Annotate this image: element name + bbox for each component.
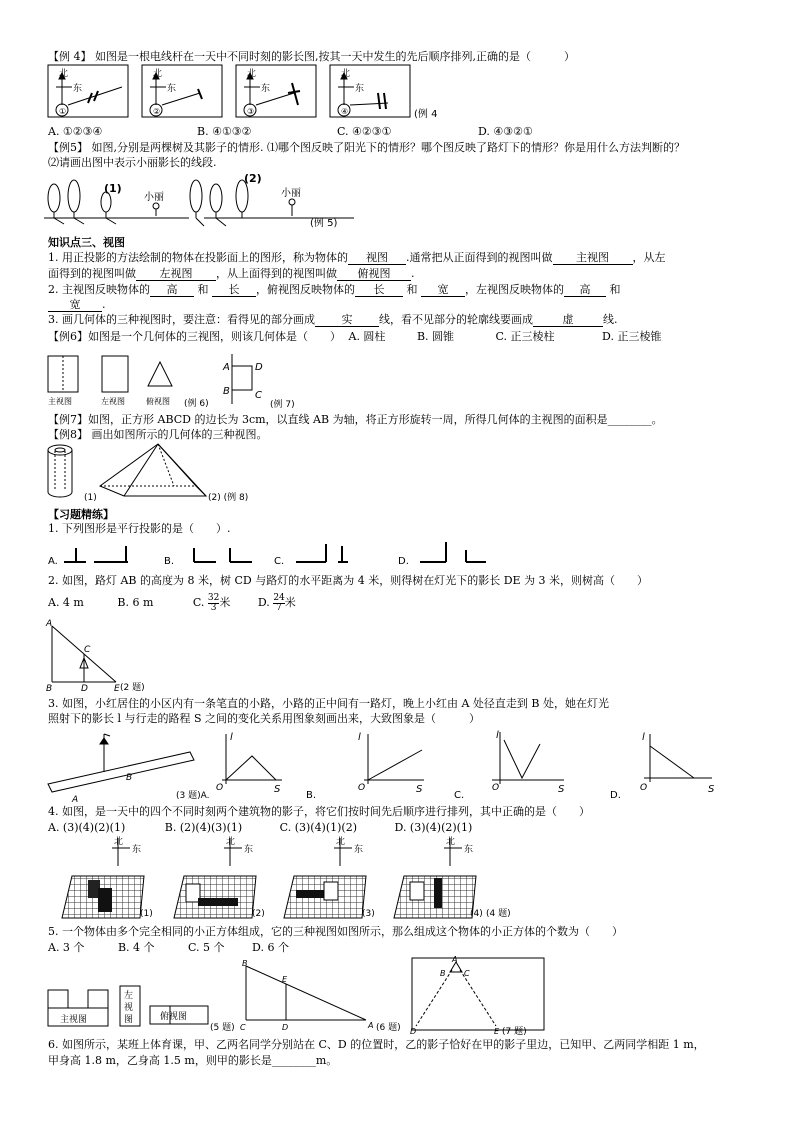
front-view-label: 主视图: [60, 1015, 88, 1025]
east-label: 东: [73, 84, 83, 94]
left-view-label: 图: [124, 1015, 134, 1025]
q1-option-c: C.: [274, 556, 285, 567]
axis-label: l: [496, 730, 499, 741]
point-d: D: [81, 684, 88, 694]
figure-caption: (2) (例 8): [208, 493, 249, 503]
point-c: C: [464, 969, 470, 978]
axis-label: S: [416, 784, 423, 795]
practice-q6-line-1: 6. 如图所示，某班上体育课，甲、乙两名同学分别站在 C、D 的位置时，乙的影子恰好在甲的影子里边，已知甲、乙两同学相距 1 m，: [48, 1038, 705, 1051]
north-label: 北: [226, 837, 236, 847]
q4-figure: [62, 836, 532, 922]
east-label: 东: [355, 84, 365, 94]
q1-option-a: A.: [48, 556, 58, 567]
point-b: B: [126, 773, 133, 783]
knowledge-point-3: 3. 画几何体的三种视图时，要注意：看得见的部分画成 实 线，看不见部分的轮廓线要画成 虚 线.: [48, 313, 618, 326]
q3-figure: [44, 728, 734, 805]
q3-option-b: B.: [306, 790, 317, 801]
origin-label: O: [492, 783, 500, 793]
q1-option-b: B.: [164, 556, 175, 567]
ex4-option-b: B. ④①③②: [197, 125, 252, 138]
example-4-question: 【例 4】 如图是一根电线杆在一天中不同时刻的影长图,按其一天中发生的先后顺序排列,正确的是（ ）: [48, 50, 575, 63]
practice-q4: 4. 如图，是一天中的四个不同时刻两个建筑物的影子，将它们按时间先后顺序进行排列，其中正确的是（ ）: [48, 805, 590, 818]
practice-q3-line-1: 3. 如图，小红居住的小区内有一条笔直的小路，小路的正中间有一路灯，晚上小红由 A 处径直走到 B 处，她在灯光: [48, 697, 610, 710]
axis-label: l: [230, 732, 233, 743]
point-b: B: [440, 969, 446, 978]
practice-heading: 【习题精练】: [48, 508, 114, 521]
person-label: 小丽: [144, 192, 164, 203]
point-e: E: [494, 1027, 500, 1036]
figure-caption: (例 6): [184, 399, 209, 409]
left-view-label: 左: [124, 991, 134, 1001]
left-view-label: 视: [124, 1003, 134, 1013]
point-d: D: [255, 362, 263, 373]
north-label: 北: [114, 837, 124, 847]
point-e: E: [282, 975, 288, 984]
point-c: C: [240, 1023, 246, 1032]
example-5-subquestion: ⑵请画出图中表示小丽影长的线段.: [48, 156, 217, 169]
top-view-label: 俯视图: [146, 397, 170, 406]
q1-option-d: D.: [398, 556, 409, 567]
panel-number: ①: [59, 107, 67, 116]
axis-label: S: [558, 784, 565, 795]
east-label: 东: [167, 84, 177, 94]
origin-label: O: [216, 783, 224, 793]
section-heading: 知识点三、视图: [48, 236, 125, 249]
figure-2-label: (2): [244, 172, 262, 185]
q1-options-figure: [46, 536, 506, 566]
figure-caption: (6 题): [376, 1023, 401, 1033]
east-label: 东: [132, 845, 142, 855]
figure-caption: (例 4: [414, 109, 438, 120]
example-6-7-figure: [46, 346, 326, 408]
ex4-option-d: D. ④③②①: [478, 125, 533, 138]
example-5-question: 【例5】 如图,分别是两棵树及其影子的情形. ⑴哪个图反映了阳光下的情形？哪个图反映了路灯下的情形？你是用什么方法判断的？: [48, 141, 685, 154]
figure-caption: (2): [252, 909, 265, 919]
point-a: A: [452, 955, 458, 964]
practice-q5: 5. 一个物体由多个完全相同的小正方体组成，它的三种视图如图所示，那么组成这个物体的小正方体的个数为（ ）: [48, 925, 623, 938]
point-a: A: [223, 362, 230, 373]
figure-caption: (4): [470, 909, 483, 919]
example-6-question: 【例6】如图是一个几何体的三视图，则该几何体是（ ） A. 圆柱 B. 圆锥 C. 正三棱柱 D. 正三棱锥: [48, 330, 662, 343]
panel-number: ④: [341, 107, 349, 116]
figure-caption: (4 题): [486, 909, 511, 919]
point-a: A: [368, 1021, 374, 1030]
ex4-option-a: A. ①②③④: [48, 125, 103, 138]
point-d: D: [282, 1023, 289, 1032]
point-d: D: [410, 1027, 417, 1036]
north-label: 北: [59, 69, 69, 79]
example-7-question: 【例7】如图，正方形 ABCD 的边长为 3cm，以直线 AB 为轴，将正方形旋转一周，所得几何体的主视图的面积是________。: [48, 413, 663, 426]
east-label: 东: [244, 845, 254, 855]
q2-options: A. 4 m B. 6 m C. $\frac{32}{3}$ 米 D. $\frac{24}{7}$ 米: [48, 592, 296, 613]
figure-caption: (5 题): [210, 1023, 235, 1033]
point-c: C: [84, 645, 91, 655]
q3-option-d: D.: [610, 790, 621, 801]
practice-q3-line-2: 照射下的影长 l 与行走的路程 S 之间的变化关系用图象刻画出来，大致图象是（ ）: [48, 712, 481, 725]
north-label: 北: [341, 69, 351, 79]
origin-label: O: [358, 783, 366, 793]
practice-q6-line-2: 甲身高 1.8 m，乙身高 1.5 m，则甲的影长是________m。: [48, 1054, 338, 1067]
north-label: 北: [247, 69, 257, 79]
point-a: A: [72, 795, 79, 805]
q2-figure: [44, 618, 174, 694]
point-b: B: [242, 959, 248, 968]
q3-graph-d: [644, 734, 712, 782]
figure-caption: (例 7): [270, 400, 295, 410]
east-label: 东: [464, 845, 474, 855]
ex4-option-c: C. ④②③①: [337, 125, 392, 138]
north-label: 北: [153, 69, 163, 79]
figure-caption: (1): [140, 909, 153, 919]
point-b: B: [46, 684, 53, 694]
example-4-figure: [46, 63, 438, 121]
figure-1-label: (1): [104, 182, 122, 195]
axis-label: l: [642, 732, 645, 743]
q5-6-7-figure: [46, 956, 546, 1036]
point-b: B: [223, 386, 230, 397]
east-label: 东: [261, 84, 271, 94]
origin-label: O: [640, 783, 648, 793]
knowledge-point-2-line-2: 宽 .: [48, 298, 106, 312]
figure-caption: (7 题): [502, 1027, 527, 1037]
figure-caption: (1): [84, 493, 97, 503]
example-8-question: 【例8】 画出如图所示的几何体的三种视图。: [48, 428, 268, 441]
q3-graph-c: [492, 732, 564, 784]
figure-caption: (例 5): [310, 218, 338, 229]
left-view-label: 左视图: [101, 397, 125, 406]
knowledge-point-1-line-1: 1. 用正投影的方法绘制的物体在投影面上的图形，称为物体的 视图 .通常把从正面得到的视图叫做 主视图 ，从左: [48, 251, 666, 264]
practice-q1: 1. 下列图形是平行投影的是（ ）.: [48, 522, 231, 535]
example-8-figure: [46, 442, 276, 504]
person-label: 小丽: [281, 188, 301, 199]
north-label: 北: [446, 837, 456, 847]
figure-caption: (2 题): [120, 683, 145, 693]
axis-label: l: [358, 732, 361, 743]
point-a: A: [46, 619, 53, 629]
knowledge-point-1-line-2: 面得到的视图叫做 左视图 ，从上面得到的视图叫做 俯视图 .: [48, 267, 415, 280]
front-view-label: 主视图: [48, 397, 72, 406]
point-c: C: [255, 390, 262, 401]
knowledge-point-2-line-1: 2. 主视图反映物体的 高 和 长 ，俯视图反映物体的 长 和 宽 ，左视图反映物体的 高 和: [48, 283, 621, 296]
figure-caption: (3 题)A.: [176, 791, 210, 801]
east-label: 东: [354, 845, 364, 855]
panel-number: ②: [153, 107, 161, 116]
top-view-label: 俯视图: [160, 1012, 188, 1022]
point-e: E: [114, 684, 120, 694]
panel-number: ③: [247, 107, 255, 116]
q5-options: A. 3 个 B. 4 个 C. 5 个 D. 6 个: [48, 941, 289, 954]
figure-caption: (3): [362, 909, 375, 919]
q4-options: A. (3)(4)(2)(1) B. (2)(4)(3)(1) C. (3)(4)(1)(2) D. (3)(4)(2)(1): [48, 821, 473, 834]
axis-label: S: [274, 784, 281, 795]
north-label: 北: [336, 837, 346, 847]
practice-q2: 2. 如图，路灯 AB 的高度为 8 米，树 CD 与路灯的水平距离为 4 米，则得树在灯光下的影长 DE 为 3 米，则树高（ ）: [48, 574, 649, 587]
axis-label: S: [708, 784, 715, 795]
q3-option-c: C.: [454, 790, 465, 801]
q3-graph-b: [364, 734, 424, 784]
example-5-figure: [44, 170, 364, 232]
